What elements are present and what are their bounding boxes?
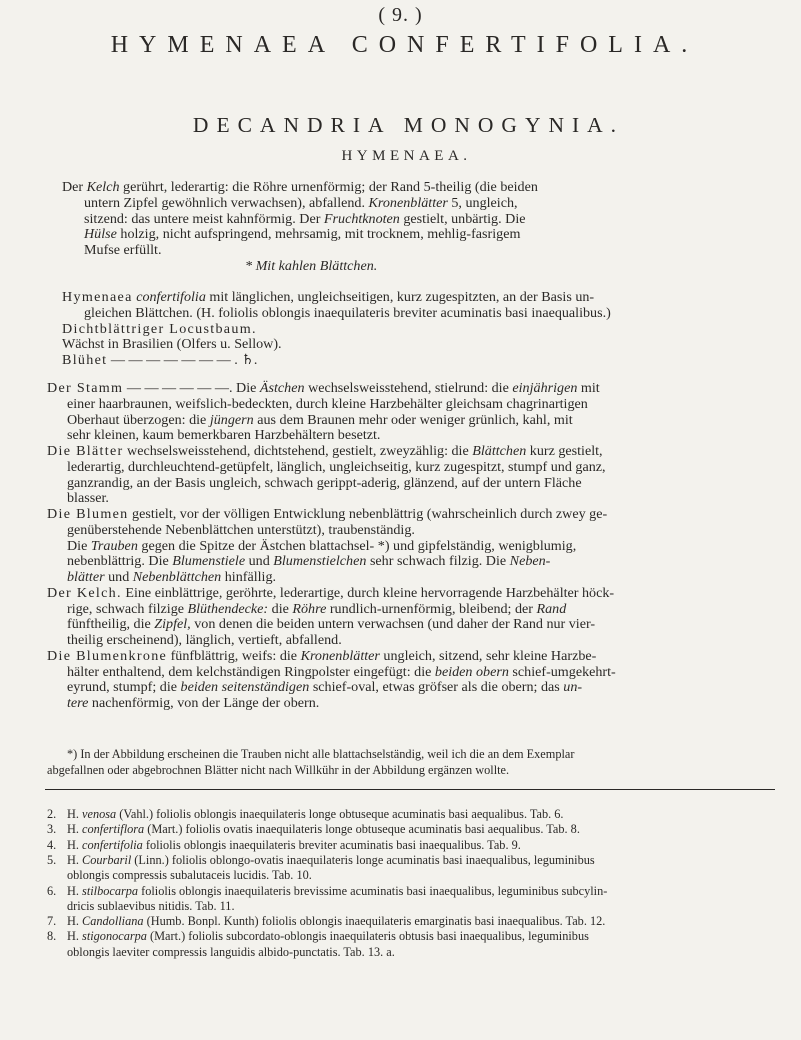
species-entry: H. stigonocarpa (Mart.) foliolis subcordato-oblongis inaequilateris obtusis basi inaequalibus, leguminibus [67,929,589,944]
description-line: rige, schwach filzige Blüthendecke: die Röhre rundlich-urnenförmig, bleibend; der Rand [67,600,567,617]
description-line: Die Blumenkrone fünfblättrig, weifs: die Kronenblätter ungleich, sitzend, sehr kleine Harzbe- [47,647,597,664]
species-number: 3. [47,822,57,837]
footnote-rule [45,789,775,790]
species-number: 6. [47,883,57,898]
species-number: 2. [47,807,57,821]
species-entry: oblongis laeviter compressis languidis albido-punctatis. Tab. 13. a. [67,944,395,959]
generic-line: untern Zipfel gewöhnlich verwachsen), abfallend. Kronenblätter 5, ungleich, [84,194,518,211]
species-number: 8. [47,929,57,944]
description-line: sehr kleinen, kaum bemerkbaren Harzbehältern besetzt. [67,427,381,444]
page-number: ( 9. ) [378,4,423,26]
species-number: 7. [47,914,57,929]
footnote-line: abgefallnen oder abgebrochnen Blätter nicht nach Willkühr in der Abbildung ergänzen wollte. [47,762,510,777]
generic-line: Mufse erfüllt. [84,242,162,259]
description-line: lederartig, durchleuchtend-getüpfelt, länglich, ungleichseitig, kurz zugespitzt, stumpf und ganz, [67,458,606,475]
description-line: ganzrandig, an der Basis ungleich, schwach gerippt-aderig, glänzend, auf der untern Fläche [67,474,582,491]
genus-title: HYMENAEA CONFERTIFOLIA. [110,32,699,58]
description-line: Die Blumen gestielt, vor der völligen Entwicklung nebenblättrig (wahrscheinlich durch zwey ge- [47,506,608,522]
description-line: Der Stamm — — — — — —. Die Ästchen wechselsweisstehend, stielrund: die einjährigen mit [47,380,600,396]
description-line: theilig erscheinend), länglich, vertieft, abfallend. [67,632,342,648]
generic-line: Hülse holzig, nicht aufspringend, mehrsamig, mit trocknem, mehlig-fasrigem [84,226,521,243]
class-title: DECANDRIA MONOGYNIA. [192,113,625,137]
description-line: blasser. [67,490,109,507]
intro-line: gleichen Blättchen. (H. foliolis oblongis inaequilateris breviter acuminatis basi inaequalibus.) [84,304,611,321]
intro-line: Blühet — — — — — — — . ♄. [62,352,258,369]
intro-line: Hymenaea confertifolia mit länglichen, ungleichseitigen, kurz zugespitzten, an der Basis un- [62,289,595,305]
species-entry: dricis sublaevibus nitidis. Tab. 11. [67,898,235,913]
generic-line: Der Kelch gerührt, lederartig: die Röhre urnenförmig; der Rand 5-theilig (die beiden [62,179,538,195]
description-line: Oberhaut überzogen: die jüngern aus dem Braunen mehr oder weniger grünlich, kahl, mit [67,411,573,428]
description-line: blätter und Nebenblättchen hinfällig. [67,569,277,585]
description-line: einer haarbraunen, weifslich-bedeckten, durch kleine Harzbehälter gleichsam chagrinartigen [67,395,588,412]
genus-subtitle: HYMENAEA. [341,148,472,164]
description-line: Der Kelch. Eine einblättrige, geröhrte, lederartige, durch kleine hervorragende Harzbehälter höck- [47,584,615,601]
species-entry: H. Courbaril (Linn.) foliolis oblongo-ovatis inaequilateris longe acuminatis basi inaequalibus, leguminibus [67,852,595,867]
species-entry: H. confertifolia foliolis oblongis inaequilateris breviter acuminatis basi inaequalibus. Tab. 9. [67,837,521,852]
intro-line: Dichtblättriger Locustbaum. [62,320,257,337]
species-entry: H. Candolliana (Humb. Bonpl. Kunth) foliolis oblongis inaequilateris emarginatis basi inaequalibus. Tab. 12. [67,914,606,929]
species-number: 4. [47,837,57,852]
species-entry: oblongis compressis subalutaceis lucidis. Tab. 10. [67,868,312,883]
species-number: 5. [47,852,57,867]
species-entry: H. stilbocarpa foliolis oblongis inaequilateris brevissime acuminatis basi inaequalibus, leguminibus subcylin- [67,883,608,898]
generic-line: * Mit kahlen Blättchen. [245,258,378,274]
description-line: fünftheilig, die Zipfel, von denen die beiden untern verwachsen (und daher der Rand nur vier- [67,616,596,633]
generic-line: sitzend: das untere meist kahnförmig. Der Fruchtknoten gestielt, unbärtig. Die [84,210,526,227]
species-entry: H. confertiflora (Mart.) foliolis ovatis inaequilateris longe obtuseque acuminatis basi aequalibus. Tab. 8. [67,822,580,837]
description-line: nebenblättrig. Die Blumenstiele und Blumenstielchen sehr schwach filzig. Die Neben- [67,553,551,570]
description-line: hälter enthaltend, dem kelchständigen Ringpolster eingefügt: die beiden obern schief-umgekehrt- [67,663,616,680]
description-line: eyrund, stumpf; die beiden seitenständigen schief-oval, etwas gröfser als die obern; das un- [67,679,583,696]
description-line: Die Blätter wechselsweisstehend, dichtstehend, gestielt, zweyzählig: die Blättchen kurz gestielt, [47,443,603,459]
description-line: tere nachenförmig, von der Länge der obern. [67,695,320,711]
species-entry: H. venosa (Vahl.) foliolis oblongis inaequilateris longe obtuseque acuminatis basi aequalibus. Tab. 6. [67,807,564,821]
intro-line: Wächst in Brasilien (Olfers u. Sellow). [62,336,282,353]
description-line: Die Trauben gegen die Spitze der Ästchen blattachsel- *) und gipfelständig, wenigblumig, [67,537,577,554]
description-line: genüberstehende Nebenblättchen unterstützt), traubenständig. [67,521,415,538]
footnote-line: *) In der Abbildung erscheinen die Trauben nicht alle blattachselständig, weil ich die an dem Exemplar [67,747,575,761]
